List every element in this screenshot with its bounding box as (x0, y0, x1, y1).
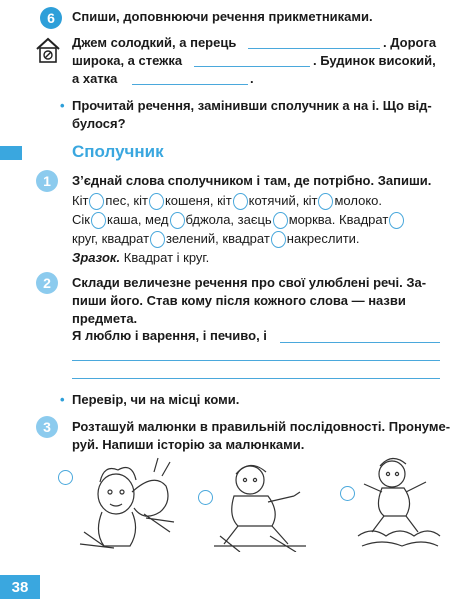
task-6-line-1-start: Джем солодкий, а перець (72, 35, 237, 50)
task-6-line-1-end: . Дорога (383, 35, 437, 50)
task-6-blank-1[interactable] (248, 48, 380, 49)
section-title: Сполучник (72, 142, 164, 161)
answer-oval[interactable] (273, 212, 288, 229)
task-2-line-1: Склади величезне речення про свої улюблені речі. За- (72, 275, 427, 290)
illustration-boy-with-bag (74, 452, 184, 552)
answer-oval[interactable] (233, 193, 248, 210)
task-2-number: 2 (36, 272, 58, 294)
task-6-blank-2[interactable] (194, 66, 310, 67)
task-6-blank-3[interactable] (132, 84, 248, 85)
illustration-boy-sitting (210, 456, 310, 552)
task-3-number: 3 (36, 416, 58, 438)
task-1-example: Зразок. Квадрат і круг. (72, 250, 210, 265)
answer-oval[interactable] (150, 231, 165, 248)
task-1-row-1: Кіт пес, кіт кошеня, кіт котячий, кіт молоко. (72, 192, 382, 210)
task-2-line-3: предмета. (72, 311, 138, 326)
task-6-line-2-end: . Будинок високий, (313, 53, 436, 68)
house-writing-icon (34, 36, 62, 66)
answer-oval[interactable] (149, 193, 164, 210)
task-1-number: 1 (36, 170, 58, 192)
writing-line[interactable] (72, 378, 440, 379)
task-2-bullet: Перевір, чи на місці коми. (72, 392, 240, 407)
task-1-row-2: Сік каша, мед бджола, заєць морква. Квадрат (72, 211, 405, 229)
task-6-instruction: Спиши, доповнюючи речення прикметниками. (72, 9, 373, 24)
task-2-starter: Я люблю і варення, і печиво, і (72, 328, 267, 343)
illustration-boy-falling (352, 452, 442, 552)
writing-line[interactable] (280, 342, 440, 343)
task-6-number: 6 (40, 7, 62, 29)
picture-number-circle[interactable] (58, 470, 73, 485)
answer-oval[interactable] (318, 193, 333, 210)
answer-oval[interactable] (89, 193, 104, 210)
task-3-line-1: Розташуй малюнки в правильній послідовності. Пронуме- (72, 419, 450, 434)
task-1-row-3: круг, квадрат зелений, квадрат накреслити. (72, 230, 360, 248)
answer-oval[interactable] (91, 212, 106, 229)
page-number: 38 (0, 575, 40, 599)
bullet-marker: • (60, 392, 65, 407)
answer-oval[interactable] (170, 212, 185, 229)
writing-line[interactable] (72, 360, 440, 361)
bullet-marker: • (60, 98, 65, 113)
task-6-bullet-line-2: булося? (72, 116, 126, 131)
task-2-line-2: пиши його. Став кому після кожного слова — назви (72, 293, 406, 308)
task-6-line-2-start: широка, а стежка (72, 53, 183, 68)
task-6-line-3-end: . (250, 71, 254, 86)
task-6-bullet-line-1: Прочитай речення, замінивши сполучник а на і. Що від- (72, 98, 432, 113)
answer-oval[interactable] (389, 212, 404, 229)
edge-accent-bar (0, 146, 22, 160)
task-3-line-2: руй. Напиши історію за малюнками. (72, 437, 305, 452)
task-6-line-3-start: а хатка (72, 71, 118, 86)
answer-oval[interactable] (271, 231, 286, 248)
task-1-instruction: З’єднай слова сполучником і там, де потрібно. Запиши. (72, 173, 432, 188)
